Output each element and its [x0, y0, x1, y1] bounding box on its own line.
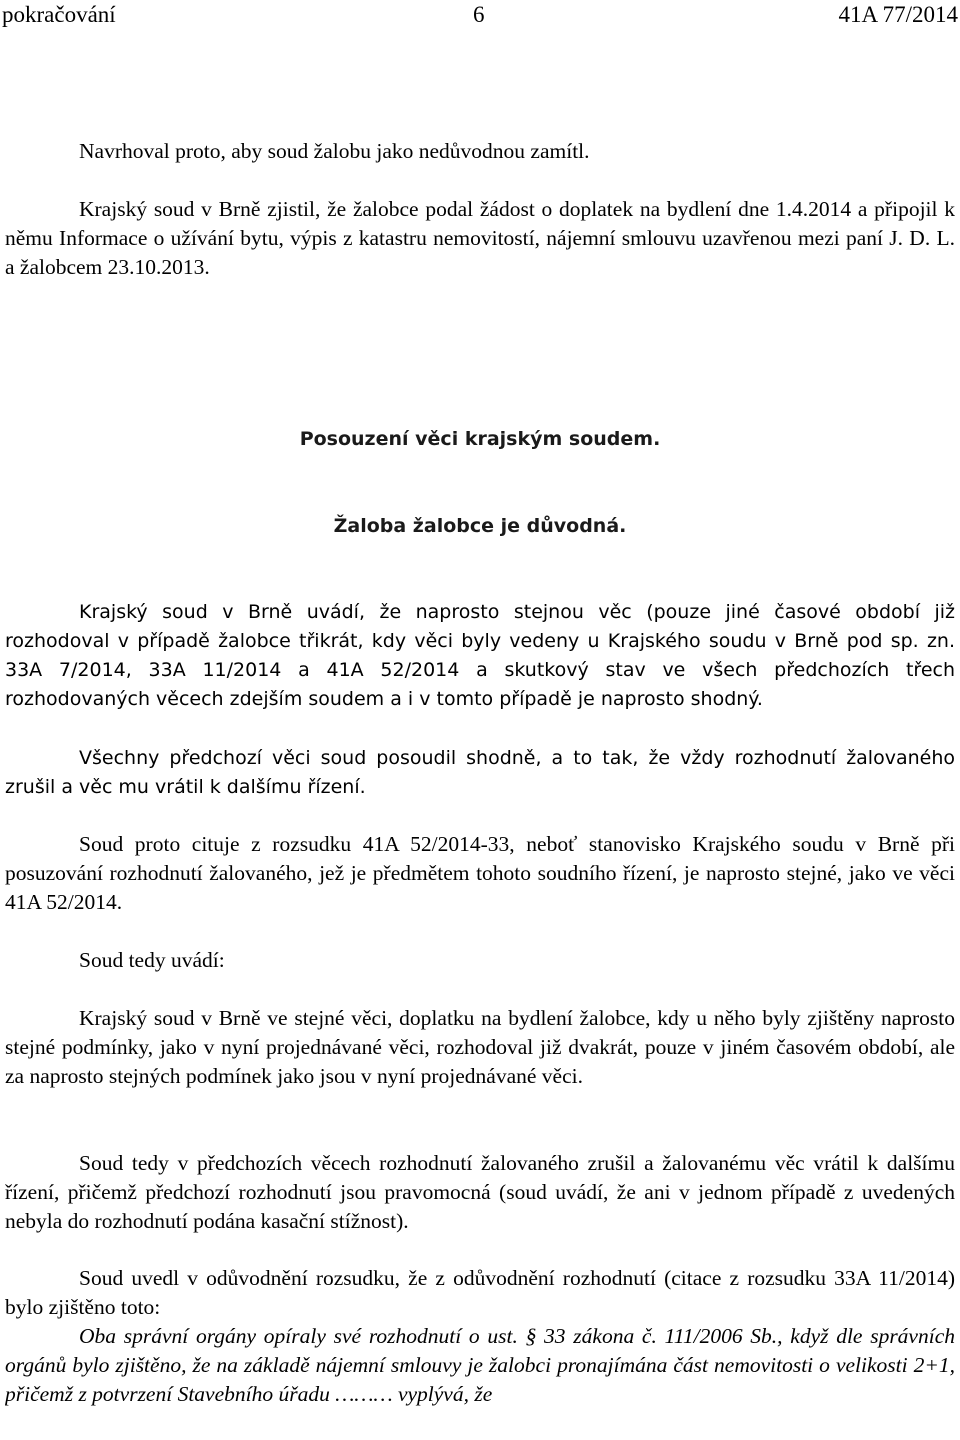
section-heading: Posouzení věci krajským soudem.: [299, 428, 661, 450]
section-subheading: Žaloba žalobce je důvodná.: [333, 515, 627, 537]
paragraph-9: Soud uvedl v odůvodnění rozsudku, že z odůvodnění rozhodnutí (citace z rozsudku 33A 11/2014) bylo zjištěno toto:: [5, 1266, 955, 1319]
paragraph-4: Všechny předchozí věci soud posoudil shodně, a to tak, že vždy rozhodnutí žalovaného zrušil a věc mu vrátil k dalšímu řízení.: [5, 747, 955, 798]
page-number: 6: [473, 2, 485, 27]
case-number: 41A 77/2014: [838, 2, 958, 27]
paragraph-6: Soud tedy uvádí:: [79, 948, 225, 972]
header-continuation: pokračování: [2, 2, 116, 27]
page-header: [2, 0, 958, 34]
paragraph-5: Soud proto cituje z rozsudku 41A 52/2014-33, neboť stanovisko Krajského soudu v Brně při posuzování rozhodnutí žalovaného, jež je předmětem tohoto soudního řízení, je naprosto stejné, jako ve věci 41A 52/2014.: [5, 832, 955, 914]
paragraph-3: Krajský soud v Brně uvádí, že naprosto stejnou věc (pouze jiné časové období již rozhodoval v případě žalobce třikrát, kdy věci byly vedeny u Krajského soudu v Brně pod sp. zn. 33A 7/2014, 33A 11/2014 a 41A 52/2014 a skutkový stav ve všech předchozích třech rozhodovaných věcech zdejším soudem a i v tomto případě je naprosto shodný.: [5, 601, 955, 710]
paragraph-8: Soud tedy v předchozích věcech rozhodnutí žalovaného zrušil a žalovanému věc vrátil k dalšímu řízení, přičemž předchozí rozhodnutí jsou pravomocná (soud uvádí, že ani v jednom případě z uvedených nebyla do rozhodnutí podána kasační stížnost).: [5, 1151, 955, 1233]
paragraph-1: Navrhoval proto, aby soud žalobu jako nedůvodnou zamítl.: [79, 139, 590, 163]
paragraph-2: Krajský soud v Brně zjistil, že žalobce podal žádost o doplatek na bydlení dne 1.4.2014 a připojil k němu Informace o užívání bytu, výpis z katastru nemovitostí, nájemní smlouvu uzavřenou mezi paní J. D. L. a žalobcem 23.10.2013.: [5, 197, 955, 279]
quoted-paragraph: Oba správní orgány opíraly své rozhodnutí o ust. § 33 zákona č. 111/2006 Sb., když dle správních orgánů bylo zjištěno, že na základě nájemní smlouvy je žalobci pronajímána část nemovitosti o velikosti 2+1, přičemž z potvrzení Stavebního úřadu ……… vyplývá, že: [5, 1324, 955, 1406]
paragraph-7: Krajský soud v Brně ve stejné věci, doplatku na bydlení žalobce, kdy u něho byly zjištěny naprosto stejné podmínky, jako v nyní projednávané věci, rozhodoval již dvakrát, pouze v jiném časovém období, ale za naprosto stejných podmínek jako jsou v nyní projednávané věci.: [5, 1006, 955, 1088]
